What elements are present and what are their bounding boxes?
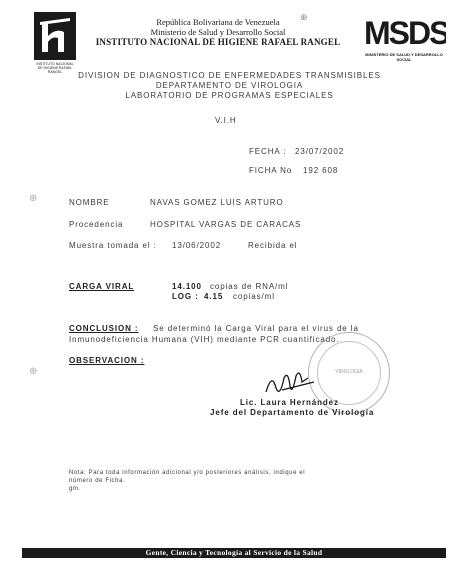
stamp-text: VIROLOGIA <box>335 369 363 375</box>
conclusion-text-line2: Inmunodeficiencia Humana (VIH) mediante PCR cuantificado. <box>69 335 340 344</box>
msds-logo-caption: MINISTERIO DE SALUD Y DESARROLLO SOCIAL <box>365 52 443 62</box>
department-title: DEPARTAMENTO DE VIROLOGIA <box>155 81 304 90</box>
hole-punch-mark: ⊕ <box>29 193 38 204</box>
ficha-value: 192 608 <box>303 166 339 175</box>
log-unit: copias/ml <box>233 292 275 301</box>
signer-name: Lic. Laura Hernández <box>240 398 339 407</box>
inhrr-logo <box>34 12 76 74</box>
hole-punch-mark-2: ⊕ <box>29 366 38 377</box>
muestra-label: Muestra tomada el : <box>69 241 157 250</box>
laboratory-title: LABORATORIO DE PROGRAMAS ESPECIALES <box>125 91 334 100</box>
nombre-label: NOMBRE <box>69 198 110 207</box>
letterhead-institute: INSTITUTO NACIONAL DE HIGIENE RAFAEL RANGEL <box>95 37 341 47</box>
note-line2: número de Ficha. <box>69 478 126 484</box>
footer-slogan-bar <box>22 548 446 558</box>
ficha-label: FICHA No <box>249 166 293 175</box>
procedencia-label: Procedencia <box>69 220 124 229</box>
recibida-label: Recibida el <box>248 241 298 250</box>
observacion-label: OBSERVACION : <box>69 356 145 365</box>
signer-title: Jefe del Departamento de Virología <box>210 408 375 417</box>
test-name: V.I.H <box>215 116 237 125</box>
footer-slogan: Gente, Ciencia y Tecnología al Servicio de la Salud <box>145 548 323 557</box>
muestra-value: 13/06/2002 <box>172 241 222 250</box>
fecha-label: FECHA : <box>249 147 287 156</box>
division-title: DIVISION DE DIAGNOSTICO DE ENFERMEDADES TRANSMISIBLES <box>78 71 381 80</box>
page-corner-mark: ⊕ <box>300 12 308 22</box>
carga-viral-label: CARGA VIRAL <box>69 282 135 291</box>
note-line3: gm. <box>69 486 81 492</box>
footer-note <box>69 469 399 493</box>
nombre-value: NAVAS GOMEZ LUIS ARTURO <box>150 198 284 207</box>
carga-viral-unit: copias de RNA/ml <box>210 282 289 291</box>
note-line1: Nota: Para toda información adicional y/o posteriores análisis, indique el <box>69 470 306 476</box>
log-label: LOG : <box>172 292 199 301</box>
handwritten-signature <box>262 368 322 400</box>
msds-logo-mark <box>362 12 446 50</box>
inhrr-logo-mark <box>34 12 76 60</box>
procedencia-value: HOSPITAL VARGAS DE CARACAS <box>150 220 302 229</box>
msds-logo <box>362 12 446 62</box>
letterhead-country: República Bolivariana de Venezuela <box>156 17 280 27</box>
carga-viral-value: 14.100 <box>172 282 202 291</box>
svg-text:MSDS: MSDS <box>364 15 446 50</box>
letterhead-ministry: Ministerio de Salud y Desarrollo Social <box>150 27 286 37</box>
conclusion-label: CONCLUSION : <box>69 324 139 333</box>
conclusion-text-line1: Se determinó la Carga Viral para el virus de la <box>153 324 359 333</box>
inhrr-logo-caption: INSTITUTO NACIONAL DE HIGIENE RAFAEL RANGEL <box>36 62 74 74</box>
log-value: 4.15 <box>204 292 224 301</box>
letterhead <box>80 17 356 48</box>
fecha-value: 23/07/2002 <box>295 147 345 156</box>
